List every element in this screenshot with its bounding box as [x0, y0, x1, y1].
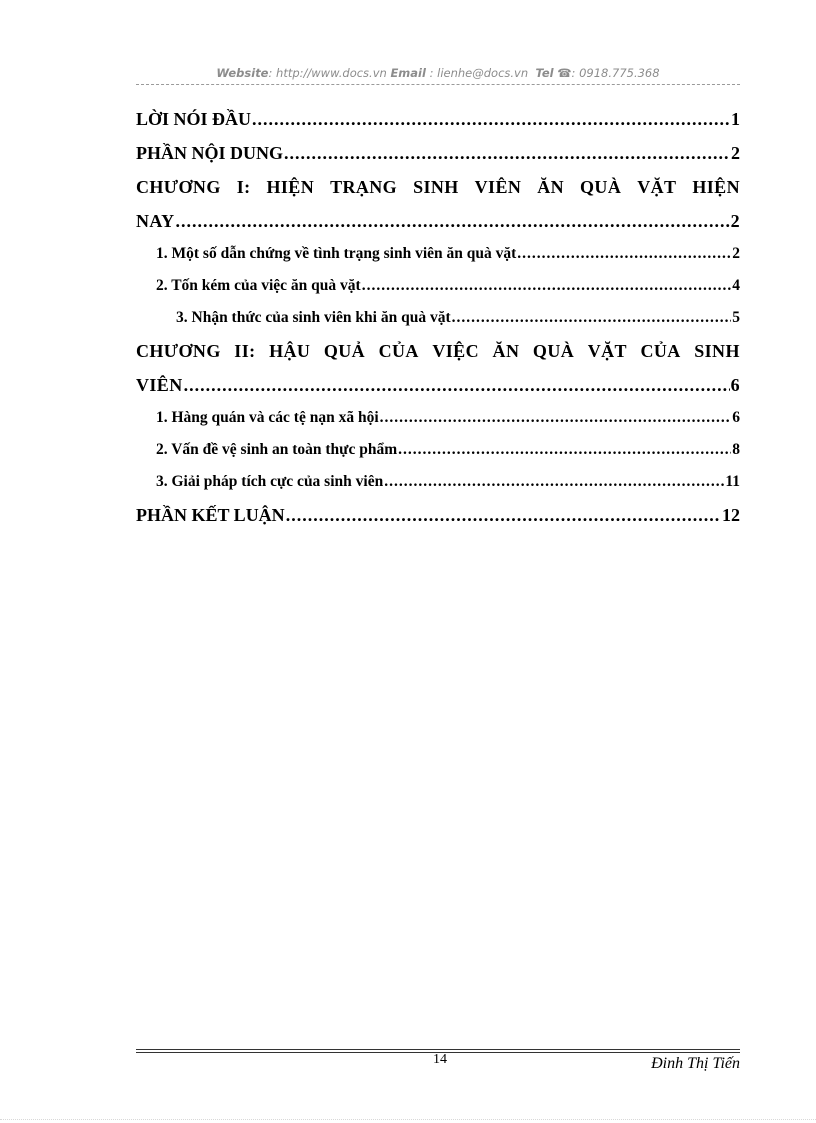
toc-entry	[136, 270, 740, 302]
heading-word: CỦA	[378, 341, 419, 361]
toc-entry-page: 2	[732, 245, 740, 262]
toc-entry-text: PHẦN NỘI DUNG	[136, 143, 283, 163]
heading-word: ĂN	[492, 341, 520, 361]
heading-word: VẶT	[637, 177, 677, 197]
heading-word: SINH	[413, 177, 459, 197]
toc-entry-text: PHẦN KẾT LUẬN	[136, 505, 285, 525]
toc-entry-page: 5	[732, 309, 740, 326]
dot-leader	[286, 498, 721, 532]
toc-entry-text: 2. Vấn đề vệ sinh an toàn thực phẩm	[156, 441, 398, 458]
toc-entry-page: 2	[731, 143, 740, 163]
heading-word: VIỆC	[432, 341, 479, 361]
dot-leader	[362, 270, 732, 302]
heading-word: II:	[234, 341, 256, 361]
toc-entry	[136, 466, 740, 498]
toc-entry	[136, 434, 740, 466]
toc-entry	[136, 302, 740, 334]
toc-entry-text: LỜI NÓI ĐẦU	[136, 109, 252, 129]
dot-leader	[284, 136, 730, 170]
header-rule	[136, 84, 740, 85]
toc-entry-text: VIÊN	[136, 375, 183, 395]
dot-leader	[176, 204, 730, 238]
toc-entry-text: 3. Giải pháp tích cực của sinh viên	[156, 473, 384, 490]
dot-leader	[380, 402, 732, 434]
heading-word: QUÀ	[532, 341, 575, 361]
heading-word: CỦA	[640, 341, 681, 361]
toc-entry	[136, 102, 740, 136]
dot-leader	[184, 368, 730, 402]
toc-entry	[136, 238, 740, 270]
toc-entry-page: 1	[731, 109, 740, 129]
phone-icon: ☎	[557, 66, 572, 80]
toc-entry-page: 11	[725, 473, 740, 490]
heading-word: VIÊN	[474, 177, 522, 197]
toc-entry-text: 3. Nhận thức của sinh viên khi ăn quà vặt	[176, 309, 451, 326]
heading-word: CHƯƠNG	[136, 341, 221, 361]
heading-word: SINH	[694, 341, 740, 361]
toc-entry-text: 1. Hàng quán và các tệ nạn xã hội	[156, 409, 379, 426]
website-label: Website	[216, 66, 269, 80]
toc-entry-page: 2	[730, 211, 740, 231]
toc-entry-page: 12	[722, 505, 740, 525]
dot-leader	[252, 102, 730, 136]
heading-word: HIỆN	[692, 177, 740, 197]
heading-word: I:	[236, 177, 251, 197]
heading-word: QUÀ	[580, 177, 622, 197]
dot-leader	[452, 302, 732, 334]
toc-entry-page: 6	[732, 409, 740, 426]
toc-entry-text: 1. Một số dẫn chứng về tình trạng sinh viên ăn quà vặt	[156, 245, 517, 262]
toc-entry	[136, 402, 740, 434]
heading-word: TRẠNG	[330, 177, 398, 197]
toc-entry-chapter-2	[136, 334, 740, 402]
toc-entry-text: 2. Tốn kém của việc ăn quà vặt	[156, 277, 361, 294]
page-bottom-border	[0, 1119, 816, 1120]
toc-entry-chapter-1	[136, 170, 740, 238]
table-of-contents	[136, 102, 740, 532]
toc-entry-page: 6	[730, 375, 740, 395]
tel-value: : 0918.775.368	[571, 66, 660, 80]
toc-entry-page: 4	[732, 277, 740, 294]
toc-entry	[136, 136, 740, 170]
toc-entry-text: NAY	[136, 211, 175, 231]
footer-rule	[136, 1049, 740, 1050]
heading-word: HIỆN	[266, 177, 315, 197]
dot-leader	[517, 238, 731, 270]
tel-label: Tel	[535, 66, 554, 80]
email-label: Email	[390, 66, 426, 80]
heading-word: VẶT	[587, 341, 627, 361]
dot-leader	[398, 434, 731, 466]
email-value: : lienhe@docs.vn	[425, 66, 529, 80]
toc-entry	[136, 498, 740, 532]
website-value: : http://www.docs.vn	[268, 66, 387, 80]
page-number: 14	[433, 1052, 447, 1067]
page-header	[136, 66, 740, 80]
author-name: Đinh Thị Tiến	[651, 1055, 740, 1072]
dot-leader	[384, 466, 724, 498]
heading-word: ĂN	[537, 177, 565, 197]
toc-entry-page: 8	[732, 441, 740, 458]
heading-word: HẬU	[269, 341, 311, 361]
heading-word: CHƯƠNG	[136, 177, 221, 197]
heading-word: QUẢ	[323, 341, 366, 361]
